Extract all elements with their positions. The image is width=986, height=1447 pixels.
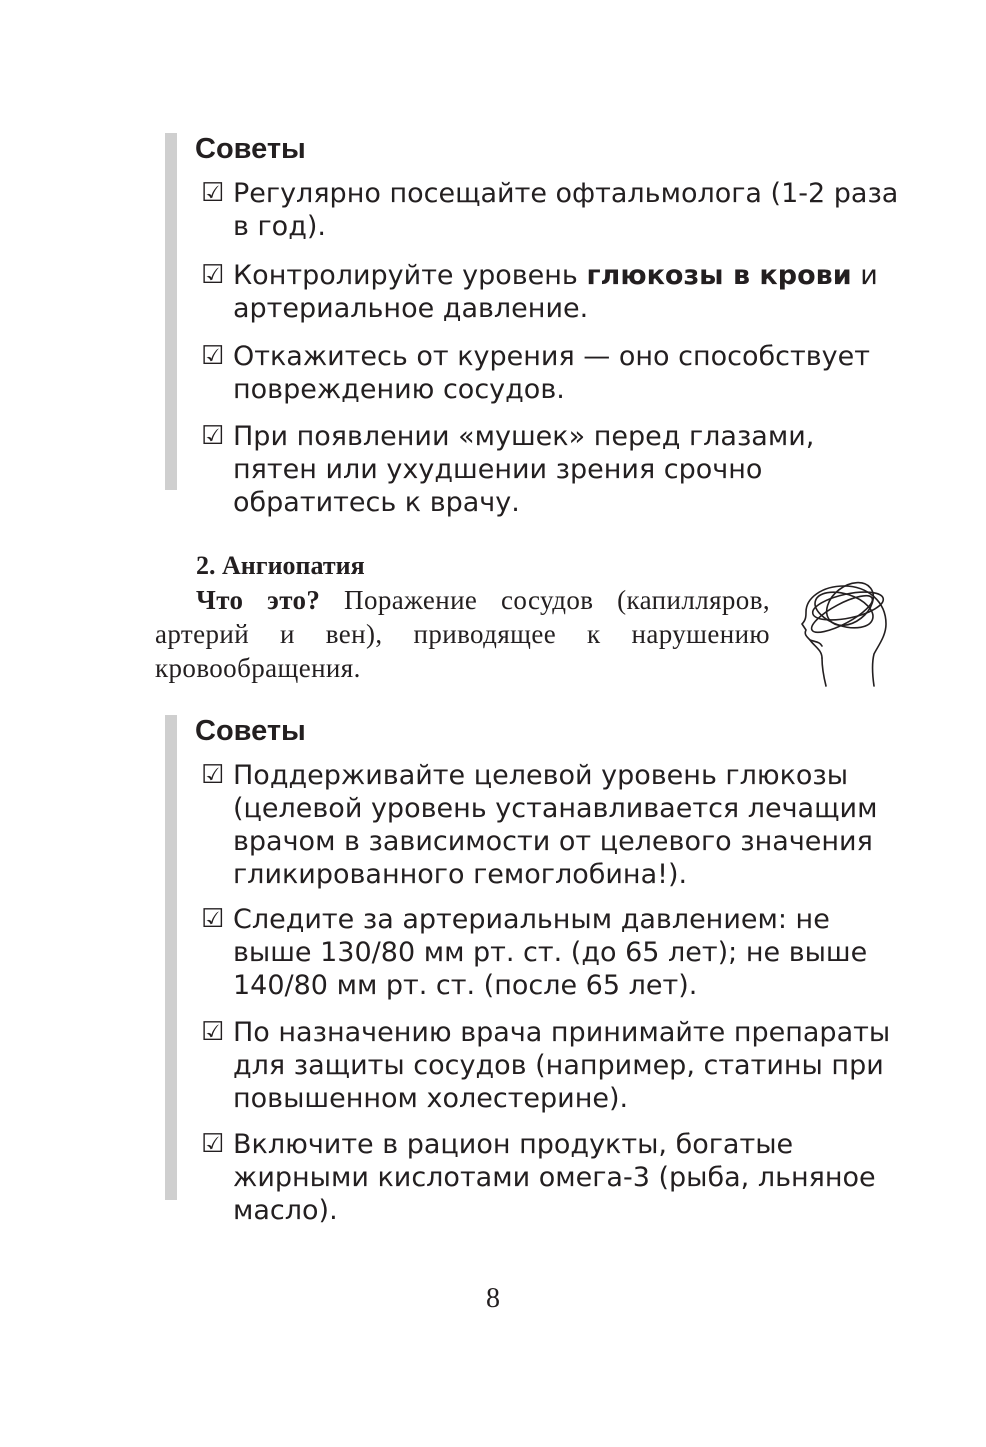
tip-item bbox=[201, 903, 906, 1002]
tip-item bbox=[201, 1016, 906, 1115]
checkbox-checked-icon: ☑ bbox=[201, 341, 225, 371]
tips-heading: Советы bbox=[195, 715, 306, 747]
checkbox-checked-icon: ☑ bbox=[201, 178, 225, 208]
checkbox-checked-icon: ☑ bbox=[201, 1129, 225, 1159]
checkbox-checked-icon: ☑ bbox=[201, 1017, 225, 1047]
tip-item bbox=[201, 420, 906, 519]
definition-answer: Поражение сосудов (капилляров, артерий и вен), приводящее к нарушению кровообращения. bbox=[155, 585, 770, 683]
tip-item bbox=[201, 340, 906, 406]
tip-item bbox=[201, 1128, 906, 1227]
tip-text: Регулярно посещайте офтальмолога (1-2 раза в год). bbox=[233, 178, 899, 242]
checkbox-checked-icon: ☑ bbox=[201, 760, 225, 790]
tips-sidebar-bar bbox=[165, 133, 177, 490]
tip-item bbox=[201, 259, 906, 325]
tip-text: Включите в рацион продукты, богатые жирными кислотами омега-3 (рыба, льняное масло). bbox=[233, 1129, 876, 1226]
tip-text-emphasis: глюкозы в крови bbox=[586, 260, 852, 291]
tips-heading: Советы bbox=[195, 133, 306, 165]
tips-sidebar-bar bbox=[165, 715, 177, 1200]
tip-text-post: и артериальное давление. bbox=[233, 260, 878, 324]
checkbox-checked-icon: ☑ bbox=[201, 904, 225, 934]
tip-text: Откажитесь от курения — оно способствует повреждению сосудов. bbox=[233, 341, 870, 405]
tip-text: Поддерживайте целевой уровень глюкозы (целевой уровень устанавливается лечащим врачом в зависимости от целевого значения гликированного гемоглобина!). bbox=[233, 760, 878, 890]
tip-text: При появлении «мушек» перед глазами, пятен или ухудшении зрения срочно обратитесь к врачу. bbox=[233, 421, 815, 518]
checkbox-checked-icon: ☑ bbox=[201, 260, 225, 290]
definition-paragraph bbox=[155, 583, 770, 685]
head-orbit-icon bbox=[792, 580, 894, 688]
tip-text: По назначению врача принимайте препараты для защиты сосудов (например, статины при повышенном холестерине). bbox=[233, 1017, 891, 1114]
definition-question: Что это? bbox=[196, 585, 321, 615]
tip-text: Следите за артериальным давлением: не выше 130/80 мм рт. ст. (до 65 лет); не выше 140/80 мм рт. ст. (после 65 лет). bbox=[233, 904, 868, 1001]
tip-text-pre: Контролируйте уровень bbox=[233, 260, 587, 291]
tip-item bbox=[201, 759, 906, 891]
tip-item bbox=[201, 177, 906, 243]
page-number: 8 bbox=[486, 1283, 500, 1314]
section-heading: 2. Ангиопатия bbox=[196, 551, 365, 580]
checkbox-checked-icon: ☑ bbox=[201, 421, 225, 451]
tips-block-2 bbox=[165, 715, 910, 1226]
tips-block-1 bbox=[165, 133, 910, 518]
